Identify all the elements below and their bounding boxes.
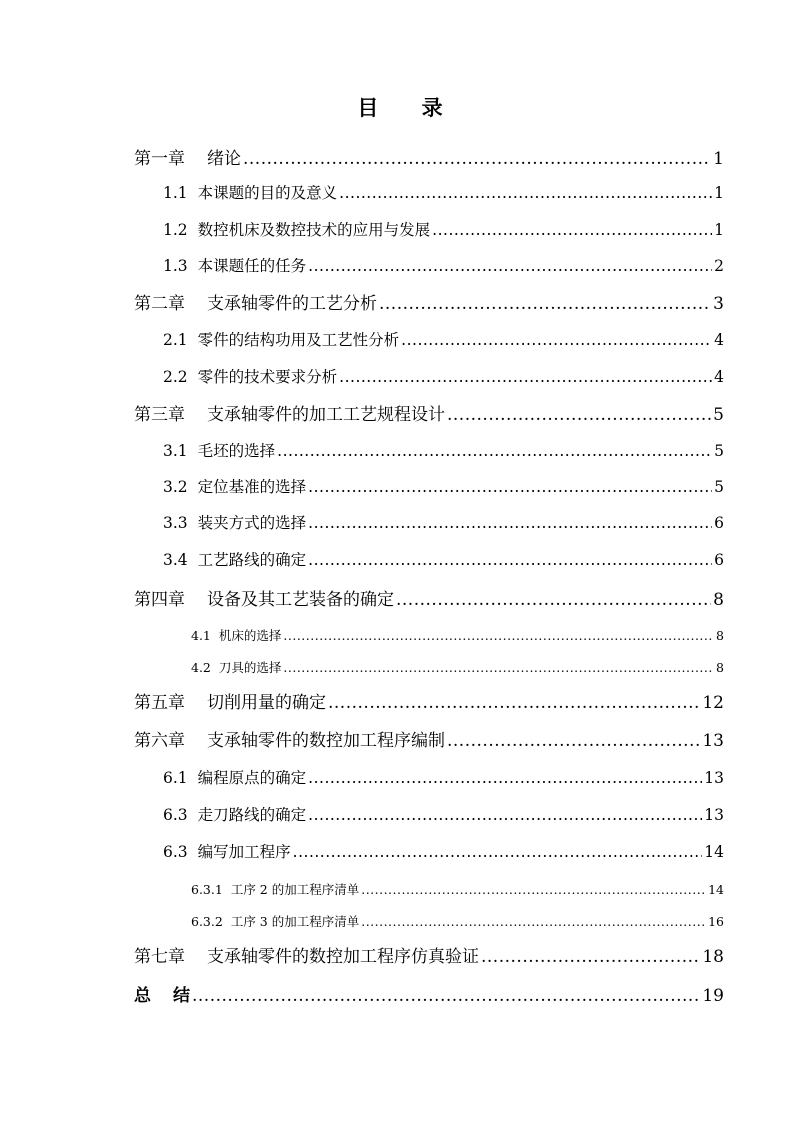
toc-entry-section-6-3[interactable] [163,840,724,874]
dot-leader [192,986,700,1006]
toc-number: 第二章 [134,294,185,314]
toc-page-number: 3 [713,294,724,314]
toc-entry-section-4-1[interactable] [191,626,724,654]
dot-leader [447,405,711,425]
toc-entry-section-6-2[interactable] [163,803,724,837]
dot-leader [481,947,700,967]
toc-entry-section-4-2[interactable] [191,658,724,686]
toc-page-number: 1 [714,184,724,202]
toc-page-number: 4 [714,331,724,349]
toc-entry-section-6-3-2[interactable] [191,912,724,940]
toc-label: 刀具的选择 [218,660,282,675]
dot-leader [401,331,712,349]
dot-leader [361,914,706,929]
toc-label: 支承轴零件的数控加工程序编制 [207,731,445,751]
toc-entry-chapter-1[interactable] [134,144,724,178]
toc-page-number: 5 [714,442,724,460]
toc-label: 数控机床及数控技术的应用与发展 [197,221,431,239]
toc-label: 工序 2 的加工程序清单 [230,882,360,897]
toc-entry-summary[interactable] [134,981,724,1015]
toc-label: 机床的选择 [218,628,282,643]
toc-page-number: 2 [714,257,724,275]
toc-label: 装夹方式的选择 [197,514,307,532]
dot-leader [308,257,712,275]
toc-entry-chapter-2[interactable] [134,289,724,323]
toc-number: 3.3 [163,514,188,532]
toc-number: 3.1 [163,442,188,460]
toc-entry-section-1-3[interactable] [163,254,724,288]
dot-leader [283,660,714,675]
toc-number: 第三章 [134,405,185,425]
toc-entry-section-3-1[interactable] [163,439,724,473]
toc-label: 设备及其工艺装备的确定 [207,590,394,610]
toc-number: 4.1 [191,628,211,643]
dot-leader [328,693,700,713]
toc-label: 支承轴零件的数控加工程序仿真验证 [207,947,479,967]
toc-entry-section-6-3-1[interactable] [191,880,724,908]
dot-leader [339,368,712,386]
toc-page-number: 12 [702,693,724,713]
toc-number: 总 [134,986,151,1006]
dot-leader [339,184,712,202]
toc-label: 切削用量的确定 [207,693,326,713]
toc-label: 零件的技术要求分析 [197,368,338,386]
toc-page-number: 14 [708,882,724,897]
dot-leader [243,149,711,169]
toc-number: 3.2 [163,478,188,496]
toc-page-number: 6 [714,514,724,532]
toc-page-number: 8 [716,628,724,643]
toc-number: 3.4 [163,551,188,569]
toc-page-number: 13 [702,731,724,751]
dot-leader [293,843,703,861]
toc-number: 第七章 [134,947,185,967]
toc-page-number: 5 [714,478,724,496]
toc-number: 1.1 [163,184,188,202]
toc-page-number: 4 [714,368,724,386]
toc-entry-chapter-4[interactable] [134,585,724,619]
toc-number: 4.2 [191,660,211,675]
toc-entry-chapter-7[interactable] [134,942,724,976]
toc-entry-section-6-1[interactable] [163,766,724,800]
dot-leader [432,221,712,239]
toc-page-number: 6 [714,551,724,569]
toc-entry-section-3-2[interactable] [163,475,724,509]
dot-leader [308,478,712,496]
toc-number: 第五章 [134,693,185,713]
toc-label: 本课题的目的及意义 [197,184,338,202]
toc-entry-section-3-4[interactable] [163,548,724,582]
dot-leader [308,551,712,569]
toc-number: 2.1 [163,331,188,349]
toc-label: 编写加工程序 [197,843,291,861]
toc-label: 编程原点的确定 [197,769,307,787]
toc-page-number: 19 [702,986,724,1006]
toc-page-number: 13 [704,769,724,787]
toc-label: 工艺路线的确定 [197,551,307,569]
dot-leader [308,514,712,532]
toc-label: 支承轴零件的加工工艺规程设计 [207,405,445,425]
dot-leader [361,882,706,897]
toc-number: 6.3 [163,806,188,824]
toc-entry-chapter-6[interactable] [134,726,724,760]
toc-label: 走刀路线的确定 [197,806,307,824]
toc-entry-chapter-5[interactable] [134,688,724,722]
toc-entry-section-1-2[interactable] [163,218,724,252]
toc-page-number: 14 [704,843,724,861]
toc-page-number: 5 [713,405,724,425]
toc-number: 6.3.2 [191,914,223,929]
toc-page-number: 8 [713,590,724,610]
toc-number: 6.3 [163,843,188,861]
toc-number: 第六章 [134,731,185,751]
toc-entry-chapter-3[interactable] [134,400,724,434]
toc-number: 1.3 [163,257,188,275]
toc-label: 零件的结构功用及工艺性分析 [197,331,400,349]
toc-entry-section-3-3[interactable] [163,511,724,545]
toc-page-number: 8 [716,660,724,675]
toc-page-number: 16 [708,914,724,929]
toc-number: 6.3.1 [191,882,223,897]
toc-label: 结 [173,986,190,1006]
toc-label: 毛坯的选择 [197,442,276,460]
toc-page-number: 18 [702,947,724,967]
toc-entry-section-2-2[interactable] [163,365,724,399]
toc-number: 第一章 [134,149,185,169]
toc-page-number: 1 [713,149,724,169]
toc-page-number: 13 [704,806,724,824]
toc-number: 第四章 [134,590,185,610]
dot-leader [447,731,700,751]
toc-label: 工序 3 的加工程序清单 [230,914,360,929]
toc-number: 2.2 [163,368,188,386]
toc-label: 定位基准的选择 [197,478,307,496]
dot-leader [396,590,711,610]
page-title: 目 录 [357,96,461,120]
toc-page-number: 1 [714,221,724,239]
toc-label: 本课题任的任务 [197,257,307,275]
toc-label: 绪论 [207,149,241,169]
dot-leader [379,294,711,314]
dot-leader [283,628,714,643]
dot-leader [308,769,702,787]
toc-number: 6.1 [163,769,188,787]
toc-entry-section-2-1[interactable] [163,328,724,362]
toc-label: 支承轴零件的工艺分析 [207,294,377,314]
toc-entry-section-1-1[interactable] [163,181,724,215]
dot-leader [308,806,702,824]
toc-number: 1.2 [163,221,188,239]
dot-leader [277,442,712,460]
